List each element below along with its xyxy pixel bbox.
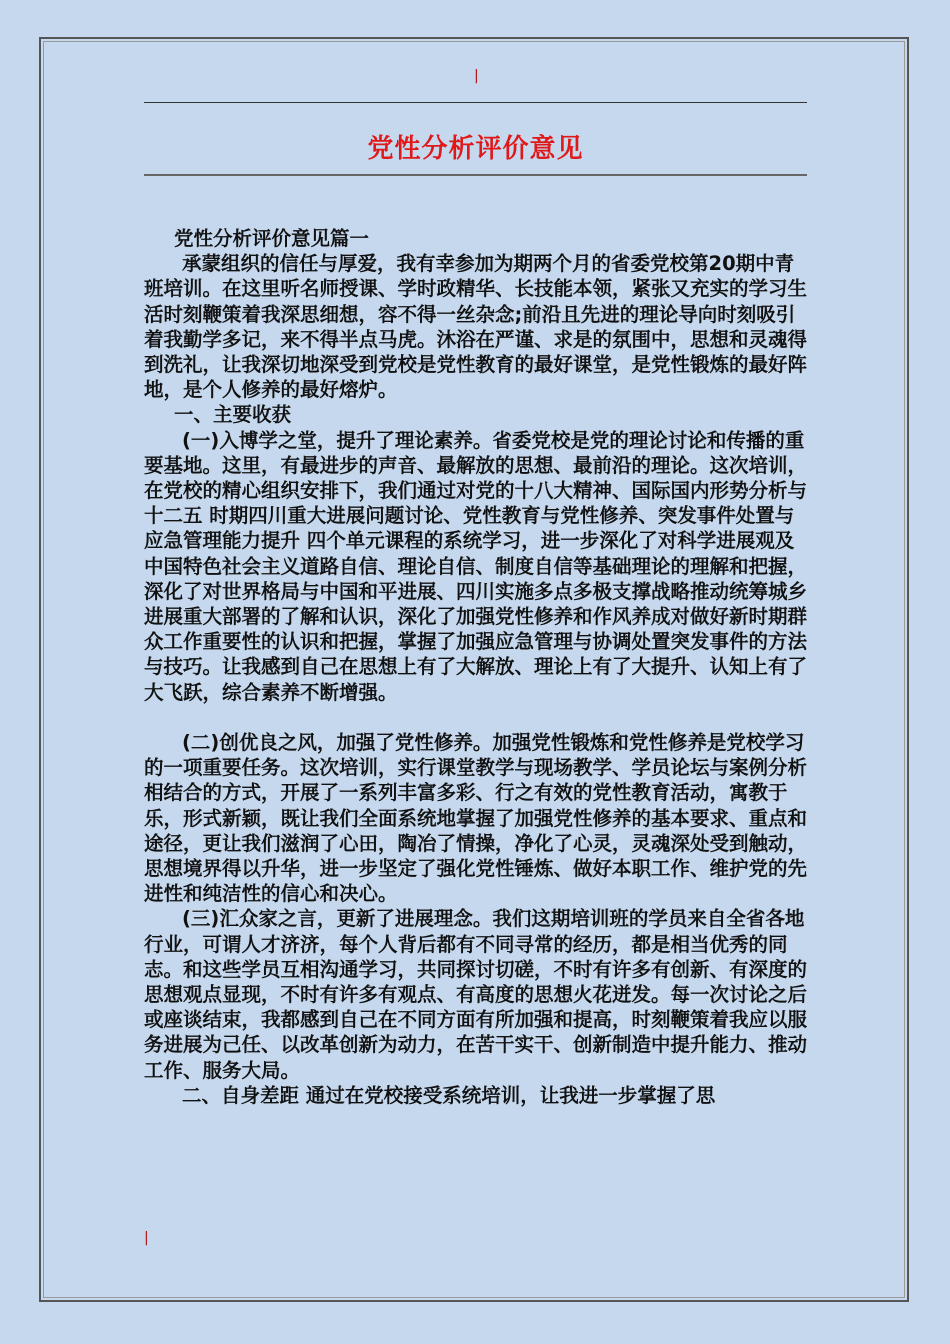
title-rule	[144, 174, 807, 176]
document-body	[144, 226, 809, 1108]
document-subtitle: 党性分析评价意见篇一	[174, 227, 370, 250]
header-rule	[144, 102, 807, 103]
paragraph-3: (三)汇众家之言，更新了进展理念。我们这期培训班的学员来自全省各地行业，可谓人才济济，每个人背后都有不同寻常的经历，都是相当优秀的同志。和这些学员互相沟通学习，共同探讨切磋，不时有许多有创新、有深度的思想观点显现，不时有许多有观点、有高度的思想火花迸发。每一次讨论之后或座谈结束，我都感到自己在不同方面有所加强和提高，时刻鞭策着我应以服务进展为己任、以改革创新为动力，在苦干实干、创新制造中提升能力、推动工作、服务大局。	[144, 907, 808, 1082]
section-heading-1: 一、主要收获	[174, 403, 292, 427]
paragraph-2: (二)创优良之风，加强了党性修养。加强党性锻炼和党性修养是党校学习的一项重要任务。这次培训，实行课堂教学与现场教学、学员论坛与案例分析相结合的方式，开展了一系列丰富多彩、行之有效的党性教育活动，寓教于乐，形式新颖，既让我们全面系统地掌握了加强党性修养的基本要求、重点和途径，更让我们滋润了心田，陶冶了情操，净化了心灵，灵魂深处受到触动，思想境界得以升华，进一步坚定了强化党性锤炼、做好本职工作、维护党的先进性和纯洁性的信心和决心。	[144, 731, 808, 906]
paragraph-1: (一)入博学之堂，提升了理论素养。省委党校是党的理论讨论和传播的重要基地。这里，有最进步的声音、最解放的思想、最前沿的理论。这次培训，在党校的精心组织安排下，我们通过对党的十八大精神、国际国内形势分析与 十二五 时期四川重大进展问题讨论、党性教育与党性修养、突发事件处置与应急管理能力提升 四个单元课程的系统学习，进一步深化了对科学进展观及中国特色社会主义道路自信、理论自信、制度自信等基础理论的理解和把握，深化了对世界格局与中国和平进展、四川实施多点多极支撑战略推动统筹城乡进展重大部署的了解和认识，深化了加强党性修养和作风养成对做好新时期群众工作重要性的认识和把握，掌握了加强应急管理与协调处置突发事件的方法与技巧。让我感到自己在思想上有了大解放、理论上有了大提升、认知上有了大飞跃，综合素养不断增强。	[144, 428, 808, 704]
blank-line	[144, 705, 809, 730]
paragraph-4: 二、自身差距 通过在党校接受系统培训，让我进一步掌握了思	[182, 1083, 716, 1107]
footer-mark: |	[144, 1230, 149, 1246]
header-mark: |	[474, 68, 479, 84]
intro-paragraph: 承蒙组织的信任与厚爱，我有幸参加为期两个月的省委党校第20期中青班培训。在这里听名师授课、学时政精华、长技能本领，紧张又充实的学习生活时刻鞭策着我深思细想，容不得一丝杂念;前沿且先进的理论导向时刻吸引着我勤学多记，来不得半点马虎。沐浴在严谨、求是的氛围中，思想和灵魂得到洗礼，让我深切地深受到党校是党性教育的最好课堂，是党性锻炼的最好阵地，是个人修养的最好熔炉。	[144, 252, 808, 402]
document-title: 党性分析评价意见	[367, 134, 584, 164]
